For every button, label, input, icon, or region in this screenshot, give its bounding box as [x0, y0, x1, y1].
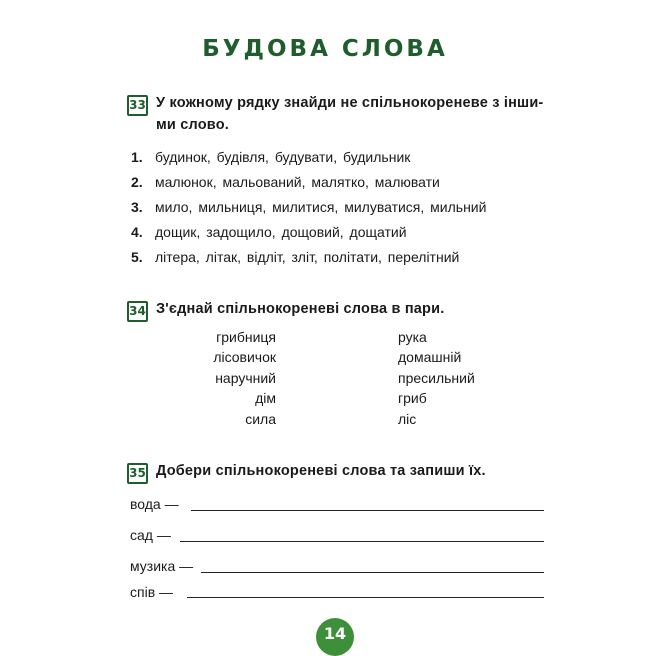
page-number: 14	[323, 624, 347, 643]
list-item	[131, 223, 407, 241]
right-word: домашній	[398, 349, 462, 365]
item-text: мило, мильниця, милитися, милуватися, мильний	[155, 199, 487, 215]
list-item	[131, 173, 440, 191]
item-number: 1.	[131, 149, 143, 165]
left-word: грибниця	[216, 329, 276, 345]
item-text: дощик, задощило, дощовий, дощатий	[155, 224, 407, 240]
list-item	[131, 148, 410, 166]
item-number: 3.	[131, 199, 143, 215]
left-word: лісовичок	[213, 349, 276, 365]
exercise-number-33: 33	[127, 95, 148, 116]
right-word: пресильний	[398, 370, 475, 386]
exercise-33-task-line2: ми слово.	[156, 117, 230, 133]
item-text: будинок, будівля, будувати, будильник	[155, 149, 411, 165]
page-title: БУДОВА СЛОВА	[202, 36, 448, 62]
list-item	[131, 248, 459, 266]
exercise-33-task-line1: У кожному рядку знайди не спільнокореневе з інши-	[156, 95, 544, 111]
exercise-number-35: 35	[127, 463, 148, 484]
item-number: 5.	[131, 249, 143, 265]
answer-line[interactable]	[201, 572, 544, 573]
answer-line[interactable]	[180, 541, 544, 542]
page-number-badge	[316, 618, 354, 656]
exercise-number-34: 34	[127, 301, 148, 322]
right-word: ліс	[398, 411, 417, 427]
blank-label: спів —	[130, 584, 174, 600]
list-item	[131, 198, 486, 216]
left-word: дім	[255, 390, 276, 406]
item-number: 2.	[131, 174, 143, 190]
left-word: сила	[245, 411, 276, 427]
exercise-34-task: З'єднай спільнокореневі слова в пари.	[156, 301, 445, 317]
blank-label: музика —	[130, 558, 194, 574]
item-text: літера, літак, відліт, зліт, політати, перелітний	[155, 249, 460, 265]
exercise-35-task: Добери спільнокореневі слова та запиши їх.	[156, 463, 486, 479]
item-text: малюнок, мальований, малятко, малювати	[155, 174, 440, 190]
right-word: гриб	[398, 390, 427, 406]
blank-label: сад —	[130, 527, 171, 543]
left-word: наручний	[215, 370, 276, 386]
answer-line[interactable]	[191, 510, 544, 511]
blank-label: вода —	[130, 496, 179, 512]
right-word: рука	[398, 329, 427, 345]
item-number: 4.	[131, 224, 143, 240]
answer-line[interactable]	[187, 597, 544, 598]
